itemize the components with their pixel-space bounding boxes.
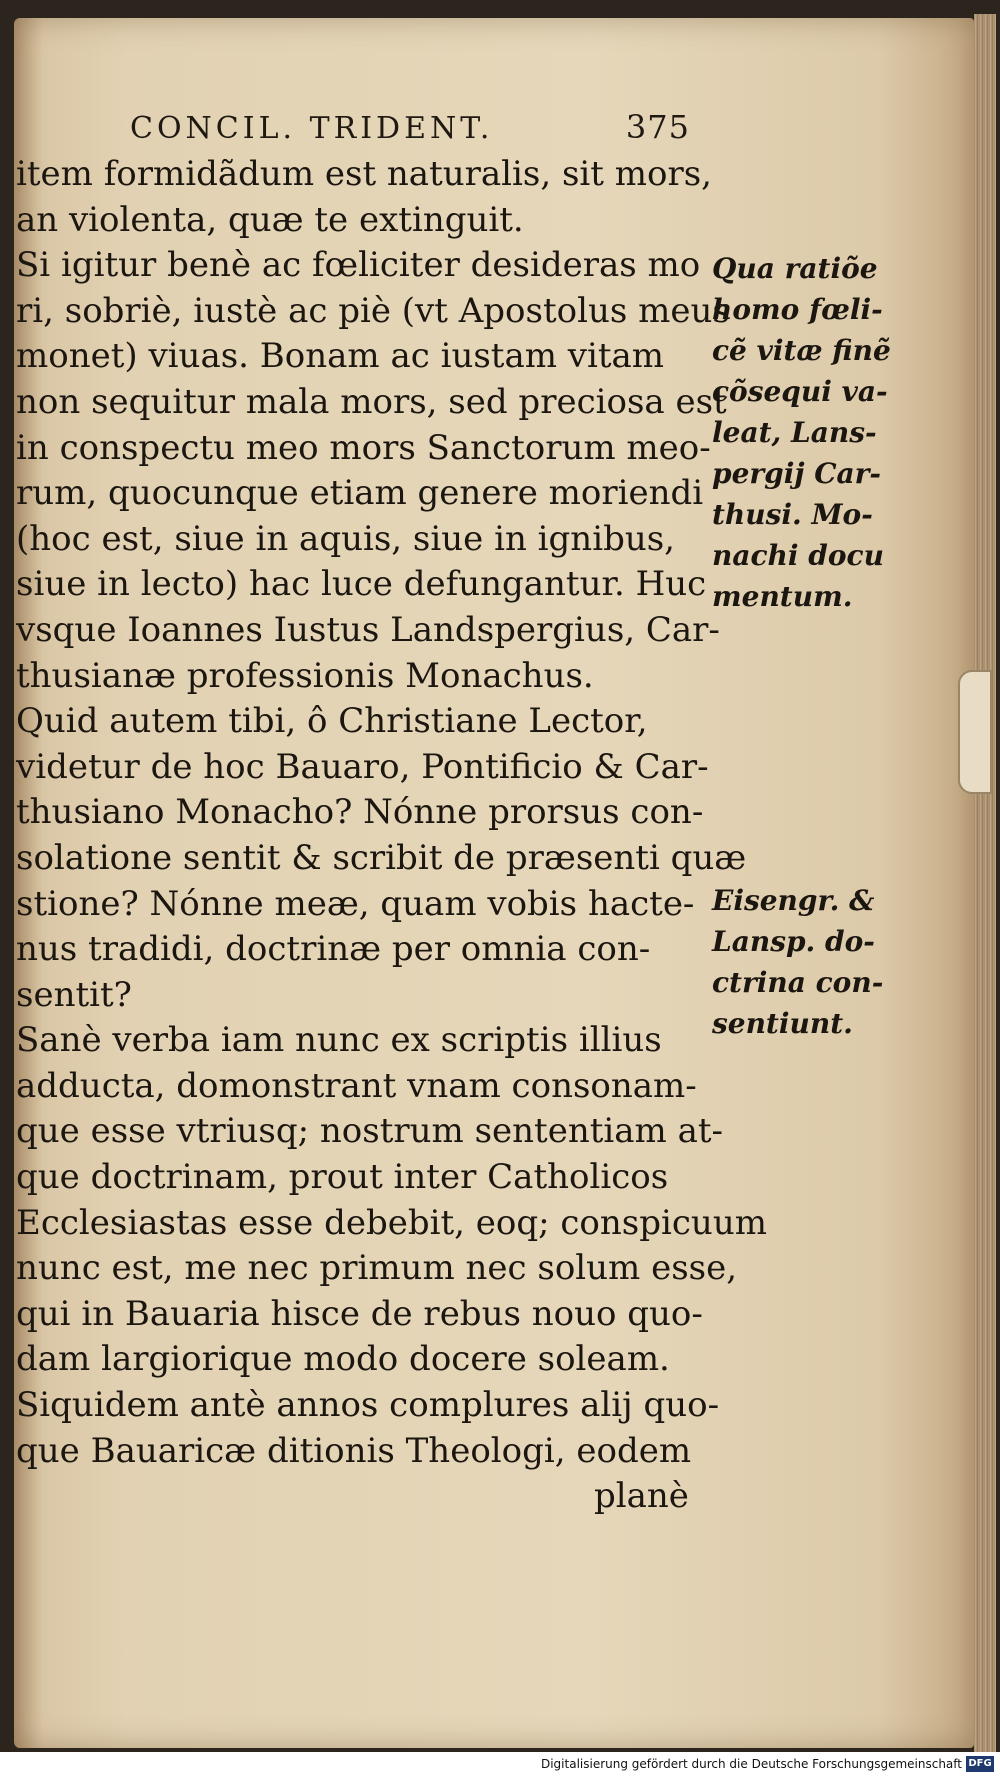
text-line: non sequitur mala mors, sed preciosa est xyxy=(16,381,727,422)
margin-note-line: homo fœli- xyxy=(712,293,883,326)
text-line: nunc est, me nec primum nec solum esse, xyxy=(16,1248,738,1289)
margin-note-line: cõsequi va- xyxy=(712,375,888,408)
margin-note-line: sentiunt. xyxy=(712,1007,853,1040)
text-line: videtur de hoc Bauaro, Pontificio & Car- xyxy=(16,746,709,787)
text-line: sentit? xyxy=(16,974,132,1015)
funding-credit: Digitalisierung gefördert durch die Deutsche Forschungsgemeinschaft xyxy=(540,1757,962,1771)
margin-note-line: nachi docu xyxy=(712,539,884,572)
text-line: item formidãdum est naturalis, sit mors, xyxy=(16,154,712,194)
margin-note-2 xyxy=(712,880,883,1044)
margin-note-line: ctrina con- xyxy=(712,966,884,999)
margin-note-line: pergij Car- xyxy=(712,457,882,490)
text-line: thusianæ professionis Monachus. xyxy=(16,655,594,696)
dfg-logo: DFG xyxy=(966,1756,994,1772)
text-line: ri, sobriè, iustè ac piè (vt Apostolus meus xyxy=(16,290,730,331)
text-line: rum, quocunque etiam genere moriendi xyxy=(16,473,704,514)
text-line: an violenta, quæ te extinguit. xyxy=(16,199,524,240)
margin-note-line: thusi. Mo- xyxy=(712,498,873,531)
margin-note-line: mentum. xyxy=(712,580,853,613)
text-line: Si igitur benè ac fœliciter desideras mo xyxy=(16,245,701,286)
page-tab xyxy=(958,670,992,794)
text-line: siue in lecto) hac luce defungantur. Huc xyxy=(16,564,707,605)
page-number: 375 xyxy=(625,108,690,146)
text-line: nus tradidi, doctrinæ per omnia con- xyxy=(16,929,651,970)
text-line: Ecclesiastas esse debebit, eoq; conspicuum xyxy=(16,1202,767,1243)
text-line: solatione sentit & scribit de præsenti quæ xyxy=(16,837,747,878)
margin-note-line: leat, Lans- xyxy=(712,416,877,449)
text-line: adducta, domonstrant vnam consonam- xyxy=(16,1065,697,1106)
text-line: que esse vtriusq; nostrum sententiam at- xyxy=(16,1111,724,1152)
main-text xyxy=(16,152,767,1520)
text-line: que doctrinam, prout inter Catholicos xyxy=(16,1157,669,1198)
catchword: planè xyxy=(594,1476,689,1517)
text-line: vsque Ioannes Iustus Landspergius, Car- xyxy=(16,609,720,650)
text-line: Quid autem tibi, ô Christiane Lector, xyxy=(16,701,648,742)
text-line: Sanè verba iam nunc ex scriptis illius xyxy=(16,1020,662,1061)
text-line: monet) viuas. Bonam ac iustam vitam xyxy=(16,336,665,377)
text-line: in conspectu meo mors Sanctorum meo- xyxy=(16,427,711,468)
text-line: stione? Nónne meæ, quam vobis hacte- xyxy=(16,883,695,924)
footer-bar xyxy=(0,1752,1000,1780)
page-edges xyxy=(974,14,996,1754)
text-line: Siquidem antè annos complures alij quo- xyxy=(16,1385,720,1426)
text-line: qui in Bauaria hisce de rebus nouo quo- xyxy=(16,1293,703,1334)
margin-note-line: Qua ratiõe xyxy=(712,252,878,285)
running-title: CONCIL. TRIDENT. xyxy=(130,111,494,146)
text-line: dam largiorique modo docere soleam. xyxy=(16,1339,670,1380)
margin-note-line: Lansp. do- xyxy=(712,925,875,958)
text-line: thusiano Monacho? Nónne prorsus con- xyxy=(16,792,704,833)
margin-note-line: cẽ vitæ finẽ xyxy=(712,334,891,367)
margin-note-1 xyxy=(712,248,891,617)
running-head xyxy=(130,108,690,148)
text-line: que Bauaricæ ditionis Theologi, eodem xyxy=(16,1430,692,1471)
text-line: (hoc est, siue in aquis, siue in ignibus, xyxy=(16,518,675,559)
margin-note-line: Eisengr. & xyxy=(712,884,875,917)
